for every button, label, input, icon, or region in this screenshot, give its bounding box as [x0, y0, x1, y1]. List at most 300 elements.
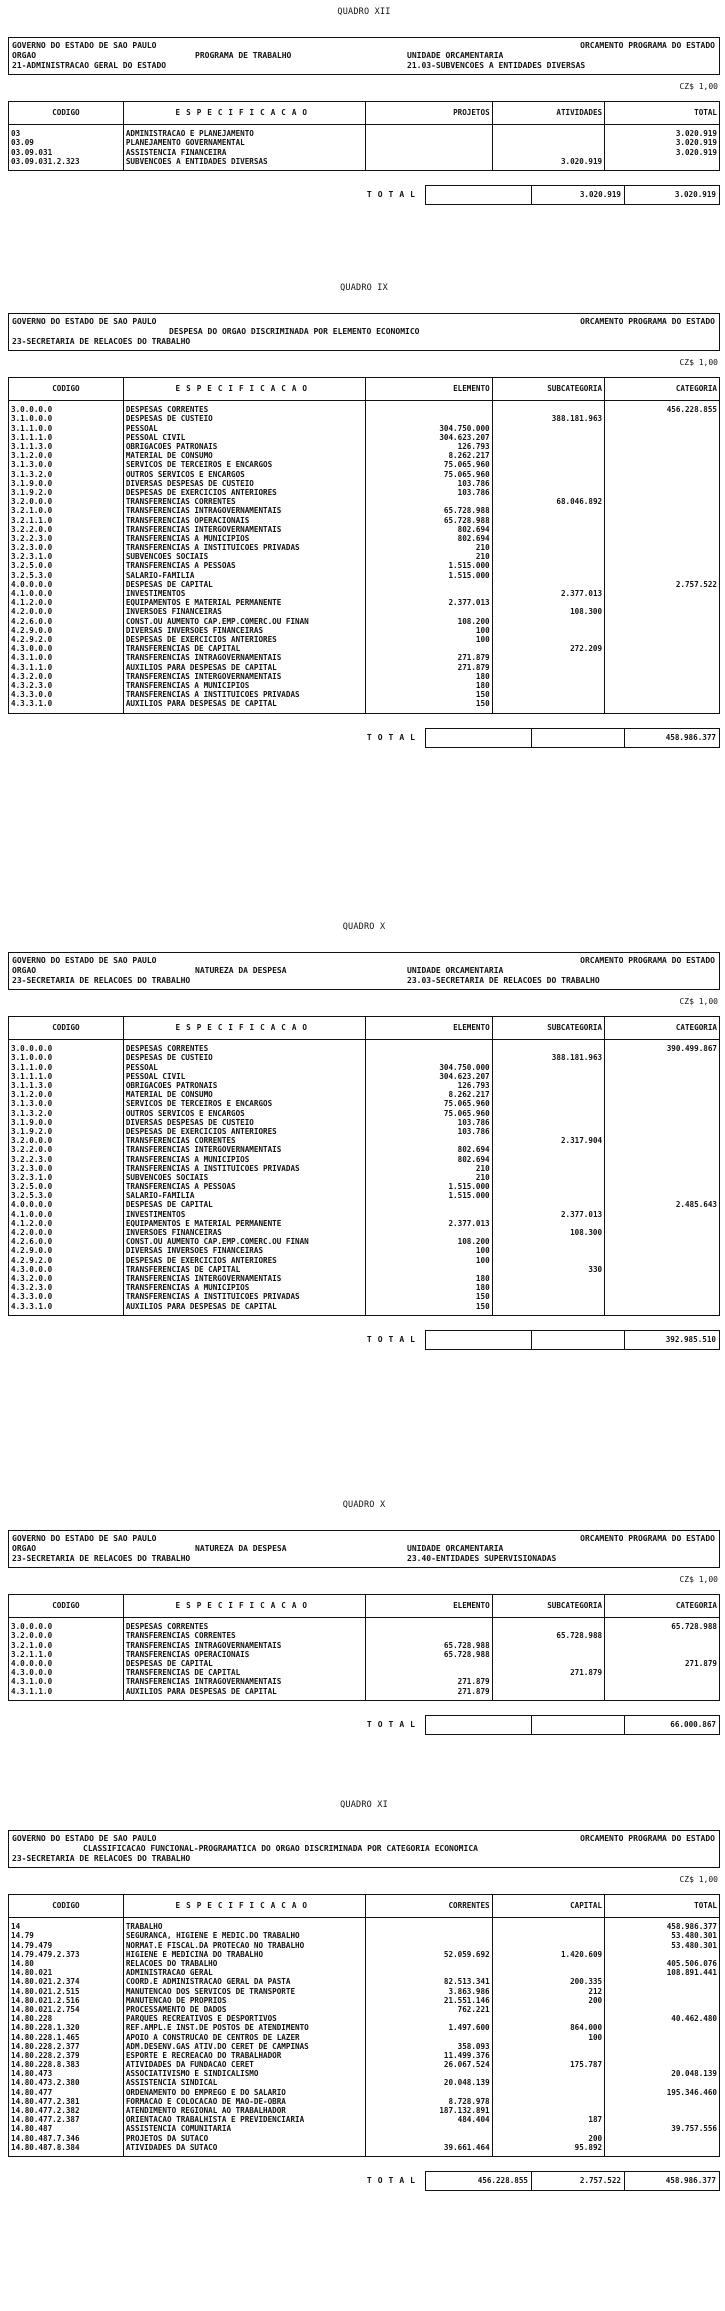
report-type: NATUREZA DA DESPESA — [195, 1543, 287, 1553]
cell-col-4 — [492, 1617, 604, 1632]
cell-col-5 — [605, 543, 720, 552]
total-row — [8, 185, 720, 205]
orgao-name: 23-SECRETARIA DE RELACOES DO TRABALHO — [12, 1553, 191, 1563]
table-row — [9, 562, 720, 571]
cell-col-codigo: 3.1.0.0.0 — [9, 1054, 124, 1063]
column-header-col-3: ELEMENTO — [365, 1594, 492, 1617]
cell-col-5 — [605, 1256, 720, 1265]
cell-col-codigo: 3.2.0.0.0 — [9, 1632, 124, 1641]
cell-col-4 — [492, 672, 604, 681]
cell-col-especificacao: DESPESAS DE EXERCICIOS ANTERIORES — [123, 488, 365, 497]
cell-col-codigo: 3.1.3.2.0 — [9, 1109, 124, 1118]
cell-col-codigo: 4.1.0.0.0 — [9, 589, 124, 598]
cell-col-5 — [605, 562, 720, 571]
cell-col-5 — [605, 1978, 720, 1987]
cell-col-3: 100 — [365, 626, 492, 635]
cell-col-4 — [492, 1247, 604, 1256]
cell-col-5 — [605, 626, 720, 635]
cell-col-especificacao: TRANSFERENCIAS INTRAGOVERNAMENTAIS — [123, 507, 365, 516]
report-header — [8, 1530, 720, 1568]
cell-col-5 — [605, 1210, 720, 1219]
cell-col-4 — [492, 1659, 604, 1668]
column-header-col-especificacao: ESPECIFICACAO — [123, 1894, 365, 1917]
cell-col-especificacao: ADMINISTRACAO GERAL — [123, 1968, 365, 1977]
cell-col-codigo: 4.3.2.0.0 — [9, 672, 124, 681]
cell-col-4 — [492, 1219, 604, 1228]
table-row — [9, 2060, 720, 2069]
cell-col-5 — [605, 1192, 720, 1201]
currency-unit: CZ$ 1,00 — [679, 1574, 718, 1584]
cell-col-4: 1.420.609 — [492, 1950, 604, 1959]
cell-col-5 — [605, 598, 720, 607]
cell-col-3: 65.728.988 — [365, 1641, 492, 1650]
table-row — [9, 580, 720, 589]
table-row — [9, 1109, 720, 1118]
cell-col-especificacao: PESSOAL CIVIL — [123, 433, 365, 442]
cell-col-codigo: 03.09.031.2.323 — [9, 157, 124, 171]
cell-col-codigo: 4.3.1.0.0 — [9, 654, 124, 663]
report-type: DESPESA DO ORGAO DISCRIMINADA POR ELEMENTO ECONOMICO — [169, 326, 420, 336]
cell-col-4 — [492, 1109, 604, 1118]
table-row — [9, 124, 720, 139]
table-row — [9, 2143, 720, 2157]
cell-col-5 — [605, 700, 720, 714]
cell-col-codigo: 14.79.479 — [9, 1941, 124, 1950]
cell-col-3: 304.623.207 — [365, 1072, 492, 1081]
cell-col-3: 2.377.013 — [365, 598, 492, 607]
cell-col-5 — [605, 1054, 720, 1063]
column-header-col-especificacao: ESPECIFICACAO — [123, 101, 365, 124]
cell-col-especificacao: TRANSFERENCIAS INTRAGOVERNAMENTAIS — [123, 1641, 365, 1650]
table-row — [9, 681, 720, 690]
cell-col-3: 762.221 — [365, 2005, 492, 2014]
cell-col-5 — [605, 1996, 720, 2005]
column-header-col-3: ELEMENTO — [365, 377, 492, 400]
cell-col-especificacao: REF.AMPL.E INST.DE POSTOS DE ATENDIMENTO — [123, 2024, 365, 2033]
cell-col-5 — [605, 525, 720, 534]
cell-col-3: 304.623.207 — [365, 433, 492, 442]
cell-col-codigo: 3.1.9.2.0 — [9, 488, 124, 497]
total-row — [8, 1330, 720, 1350]
cell-col-3 — [365, 1932, 492, 1941]
table-row — [9, 1063, 720, 1072]
cell-col-4 — [492, 488, 604, 497]
cell-col-especificacao: TRANSFERENCIAS INTERGOVERNAMENTAIS — [123, 1146, 365, 1155]
table-row — [9, 672, 720, 681]
cell-col-3: 1.497.600 — [365, 2024, 492, 2033]
cell-col-5 — [605, 1687, 720, 1701]
cell-col-5 — [605, 2060, 720, 2069]
cell-col-especificacao: CONST.OU AUMENTO CAP.EMP.COMERC.OU FINAN — [123, 1237, 365, 1246]
table-row — [9, 644, 720, 653]
cell-col-3: 271.879 — [365, 1687, 492, 1701]
cell-col-4 — [492, 1100, 604, 1109]
cell-col-especificacao: SALARIO-FAMILIA — [123, 1192, 365, 1201]
cell-col-especificacao: TRANSFERENCIAS A PESSOAS — [123, 1182, 365, 1191]
cell-col-3: 11.499.376 — [365, 2051, 492, 2060]
cell-col-especificacao: TRANSFERENCIAS INTRAGOVERNAMENTAIS — [123, 654, 365, 663]
table-header-row — [9, 1594, 720, 1617]
cell-col-3: 180 — [365, 1283, 492, 1292]
cell-col-5 — [605, 470, 720, 479]
cell-col-especificacao: SERVICOS DE TERCEIROS E ENCARGOS — [123, 1100, 365, 1109]
cell-col-codigo: 14 — [9, 1917, 124, 1932]
orgao-name: 23-SECRETARIA DE RELACOES DO TRABALHO — [12, 1853, 191, 1863]
cell-col-4 — [492, 654, 604, 663]
cell-col-codigo: 4.1.2.0.0 — [9, 1219, 124, 1228]
budget-table — [8, 1594, 720, 1702]
unidade-name: 23.40-ENTIDADES SUPERVISIONADAS — [407, 1553, 557, 1563]
cell-col-4 — [492, 562, 604, 571]
table-header-row — [9, 101, 720, 124]
cell-col-especificacao: ATIVIDADES DA SUTACO — [123, 2143, 365, 2157]
quadro-x-unidade-23-40 — [8, 1501, 720, 1735]
table-row — [9, 148, 720, 157]
cell-col-4: 68.046.892 — [492, 497, 604, 506]
cell-col-3: 8.262.217 — [365, 451, 492, 460]
currency-unit: CZ$ 1,00 — [679, 1874, 718, 1884]
unidade-name: 21.03-SUBVENCOES A ENTIDADES DIVERSAS — [407, 60, 586, 70]
cell-col-5 — [605, 635, 720, 644]
table-row — [9, 1659, 720, 1668]
table-row — [9, 2033, 720, 2042]
quadro-x-unidade-23-03 — [8, 923, 720, 1350]
cell-col-5 — [605, 663, 720, 672]
cell-col-5 — [605, 589, 720, 598]
cell-col-codigo: 4.1.0.0.0 — [9, 1210, 124, 1219]
cell-col-codigo: 4.2.9.0.0 — [9, 626, 124, 635]
table-row — [9, 700, 720, 714]
cell-col-3 — [365, 1968, 492, 1977]
table-row — [9, 1959, 720, 1968]
budget-title: ORCAMENTO PROGRAMA DO ESTADO — [580, 955, 715, 965]
cell-col-3: 82.513.341 — [365, 1978, 492, 1987]
cell-col-especificacao: PROCESSAMENTO DE DADOS — [123, 2005, 365, 2014]
cell-col-4 — [492, 1164, 604, 1173]
total-col-5: 458.986.377 — [624, 729, 719, 747]
cell-col-3: 26.067.524 — [365, 2060, 492, 2069]
cell-col-especificacao: DESPESAS DE CAPITAL — [123, 1201, 365, 1210]
cell-col-4 — [492, 1155, 604, 1164]
cell-col-4 — [492, 433, 604, 442]
cell-col-4 — [492, 543, 604, 552]
table-row — [9, 415, 720, 424]
cell-col-especificacao: HIGIENE E MEDICINA DO TRABALHO — [123, 1950, 365, 1959]
cell-col-4 — [492, 2125, 604, 2134]
cell-col-5: 53.480.301 — [605, 1932, 720, 1941]
quadro-title: QUADRO IX — [340, 283, 388, 293]
cell-col-codigo: 3.2.3.1.0 — [9, 1173, 124, 1182]
total-col-3 — [426, 1331, 531, 1349]
cell-col-3: 304.750.000 — [365, 1063, 492, 1072]
cell-col-4 — [492, 139, 604, 148]
cell-col-4: 65.728.988 — [492, 1632, 604, 1641]
table-row — [9, 1201, 720, 1210]
table-row — [9, 1687, 720, 1701]
cell-col-4: 200.335 — [492, 1978, 604, 1987]
cell-col-3: 802.694 — [365, 534, 492, 543]
total-values — [425, 1330, 720, 1350]
cell-col-4 — [492, 1293, 604, 1302]
cell-col-codigo: 4.3.1.1.0 — [9, 663, 124, 672]
table-row — [9, 1978, 720, 1987]
cell-col-especificacao: SUBVENCOES SOCIAIS — [123, 553, 365, 562]
budget-table — [8, 1894, 720, 2158]
cell-col-codigo: 3.2.2.3.0 — [9, 534, 124, 543]
cell-col-5 — [605, 1118, 720, 1127]
table-row — [9, 2024, 720, 2033]
quadro-title: QUADRO X — [342, 922, 386, 932]
total-col-4: 3.020.919 — [531, 186, 624, 204]
table-row — [9, 1090, 720, 1099]
cell-col-5 — [605, 2115, 720, 2124]
table-row — [9, 157, 720, 171]
cell-col-3: 1.515.000 — [365, 562, 492, 571]
cell-col-codigo: 14.80.021.2.515 — [9, 1987, 124, 1996]
table-row — [9, 1228, 720, 1237]
cell-col-3 — [365, 139, 492, 148]
cell-col-codigo: 3.2.5.0.0 — [9, 562, 124, 571]
cell-col-3: 126.793 — [365, 1081, 492, 1090]
orgao-label: ORGAO — [12, 965, 37, 975]
cell-col-especificacao: TRANSFERENCIAS DE CAPITAL — [123, 1668, 365, 1677]
table-row — [9, 543, 720, 552]
cell-col-codigo: 4.3.2.3.0 — [9, 681, 124, 690]
cell-col-5 — [605, 571, 720, 580]
cell-col-especificacao: ASSISTENCIA SINDICAL — [123, 2079, 365, 2088]
cell-col-codigo: 4.3.0.0.0 — [9, 1668, 124, 1677]
cell-col-4 — [492, 479, 604, 488]
cell-col-4 — [492, 516, 604, 525]
cell-col-codigo: 4.2.9.2.0 — [9, 1256, 124, 1265]
table-row — [9, 1617, 720, 1632]
cell-col-3: 21.551.146 — [365, 1996, 492, 2005]
cell-col-codigo: 4.3.3.0.0 — [9, 690, 124, 699]
cell-col-codigo: 03.09 — [9, 139, 124, 148]
cell-col-especificacao: TRANSFERENCIAS A MUNICIPIOS — [123, 1283, 365, 1292]
cell-col-3 — [365, 1265, 492, 1274]
column-header-col-especificacao: ESPECIFICACAO — [123, 1016, 365, 1039]
cell-col-5: 405.506.076 — [605, 1959, 720, 1968]
cell-col-codigo: 3.1.1.3.0 — [9, 442, 124, 451]
table-row — [9, 571, 720, 580]
cell-col-especificacao: TRANSFERENCIAS DE CAPITAL — [123, 1265, 365, 1274]
cell-col-3: 2.377.013 — [365, 1219, 492, 1228]
cell-col-especificacao: MATERIAL DE CONSUMO — [123, 1090, 365, 1099]
total-values — [425, 185, 720, 205]
cell-col-3: 103.786 — [365, 479, 492, 488]
cell-col-codigo: 3.2.5.0.0 — [9, 1182, 124, 1191]
cell-col-4 — [492, 124, 604, 139]
table-row — [9, 553, 720, 562]
cell-col-codigo: 14.80.228.8.383 — [9, 2060, 124, 2069]
cell-col-codigo: 3.1.3.0.0 — [9, 461, 124, 470]
cell-col-5: 39.757.556 — [605, 2125, 720, 2134]
cell-col-3 — [365, 1917, 492, 1932]
cell-col-especificacao: ORIENTACAO TRABALHISTA E PREVIDENCIARIA — [123, 2115, 365, 2124]
cell-col-especificacao: MANUTENCAO DE PROPRIOS — [123, 1996, 365, 2005]
cell-col-5 — [605, 654, 720, 663]
cell-col-3: 1.515.000 — [365, 1192, 492, 1201]
table-row — [9, 507, 720, 516]
cell-col-especificacao: DESPESAS DE CAPITAL — [123, 1659, 365, 1668]
cell-col-especificacao: NORMAT.E FISCAL.DA PROTECAO NO TRABALHO — [123, 1941, 365, 1950]
cell-col-4 — [492, 507, 604, 516]
cell-col-5 — [605, 2106, 720, 2115]
cell-col-4 — [492, 2097, 604, 2106]
cell-col-codigo: 3.2.2.0.0 — [9, 525, 124, 534]
cell-col-codigo: 14.80.021 — [9, 1968, 124, 1977]
column-header-col-5: TOTAL — [605, 1894, 720, 1917]
cell-col-codigo: 3.2.1.0.0 — [9, 1641, 124, 1650]
total-row — [8, 1715, 720, 1735]
cell-col-4 — [492, 580, 604, 589]
cell-col-especificacao: TRANSFERENCIAS A INSTITUICOES PRIVADAS — [123, 543, 365, 552]
cell-col-codigo: 3.1.9.0.0 — [9, 479, 124, 488]
budget-title: ORCAMENTO PROGRAMA DO ESTADO — [580, 1833, 715, 1843]
column-header-col-codigo: CODIGO — [9, 377, 124, 400]
cell-col-codigo: 3.1.3.0.0 — [9, 1100, 124, 1109]
table-row — [9, 1941, 720, 1950]
column-header-col-4: CAPITAL — [492, 1894, 604, 1917]
cell-col-4: 388.181.963 — [492, 1054, 604, 1063]
table-row — [9, 690, 720, 699]
government-name: GOVERNO DO ESTADO DE SAO PAULO — [12, 316, 157, 326]
cell-col-codigo: 3.2.2.0.0 — [9, 1146, 124, 1155]
cell-col-3: 8.262.217 — [365, 1090, 492, 1099]
cell-col-codigo: 3.2.1.0.0 — [9, 507, 124, 516]
cell-col-4 — [492, 1118, 604, 1127]
cell-col-especificacao: DIVERSAS DESPESAS DE CUSTEIO — [123, 479, 365, 488]
cell-col-4 — [492, 663, 604, 672]
cell-col-5: 456.228.855 — [605, 400, 720, 415]
cell-col-5 — [605, 442, 720, 451]
cell-col-3: 180 — [365, 1274, 492, 1283]
cell-col-4: 388.181.963 — [492, 415, 604, 424]
cell-col-3: 100 — [365, 635, 492, 644]
cell-col-5: 108.891.441 — [605, 1968, 720, 1977]
cell-col-4 — [492, 681, 604, 690]
cell-col-5 — [605, 553, 720, 562]
table-header-row — [9, 377, 720, 400]
cell-col-codigo: 3.1.1.3.0 — [9, 1081, 124, 1090]
cell-col-codigo: 14.79.479.2.373 — [9, 1950, 124, 1959]
budget-table — [8, 377, 720, 714]
cell-col-codigo: 4.3.3.1.0 — [9, 700, 124, 714]
table-row — [9, 1146, 720, 1155]
table-header-row — [9, 1016, 720, 1039]
cell-col-codigo: 3.2.5.3.0 — [9, 1192, 124, 1201]
quadro-title: QUADRO XII — [337, 7, 391, 17]
cell-col-especificacao: AUXILIOS PARA DESPESAS DE CAPITAL — [123, 700, 365, 714]
cell-col-codigo: 14.80.228.1.320 — [9, 2024, 124, 2033]
table-row — [9, 424, 720, 433]
cell-col-5 — [605, 534, 720, 543]
cell-col-5 — [605, 681, 720, 690]
cell-col-4 — [492, 1192, 604, 1201]
cell-col-codigo: 4.2.9.2.0 — [9, 635, 124, 644]
cell-col-3: 210 — [365, 553, 492, 562]
total-col-4 — [531, 1331, 624, 1349]
cell-col-3: 75.065.960 — [365, 470, 492, 479]
cell-col-especificacao: DIVERSAS DESPESAS DE CUSTEIO — [123, 1118, 365, 1127]
cell-col-5 — [605, 1274, 720, 1283]
cell-col-4: 108.300 — [492, 1228, 604, 1237]
table-row — [9, 635, 720, 644]
cell-col-5 — [605, 1109, 720, 1118]
cell-col-3: 52.059.692 — [365, 1950, 492, 1959]
cell-col-5 — [605, 1127, 720, 1136]
cell-col-especificacao: SEGURANCA, HIGIENE E MEDIC.DO TRABALHO — [123, 1932, 365, 1941]
cell-col-codigo: 03 — [9, 124, 124, 139]
cell-col-4 — [492, 1173, 604, 1182]
total-col-5: 392.985.510 — [624, 1331, 719, 1349]
cell-col-codigo: 3.1.9.0.0 — [9, 1118, 124, 1127]
cell-col-codigo: 14.80.228.1.465 — [9, 2033, 124, 2042]
cell-col-4 — [492, 1641, 604, 1650]
table-row — [9, 2079, 720, 2088]
table-row — [9, 433, 720, 442]
cell-col-codigo: 4.2.9.0.0 — [9, 1247, 124, 1256]
cell-col-codigo: 14.80.228.2.379 — [9, 2051, 124, 2060]
column-header-col-3: CORRENTES — [365, 1894, 492, 1917]
government-name: GOVERNO DO ESTADO DE SAO PAULO — [12, 955, 157, 965]
cell-col-3: 108.200 — [365, 617, 492, 626]
table-row — [9, 525, 720, 534]
table-row — [9, 654, 720, 663]
cell-col-3 — [365, 1228, 492, 1237]
cell-col-3: 103.786 — [365, 1118, 492, 1127]
table-row — [9, 2125, 720, 2134]
table-row — [9, 2097, 720, 2106]
cell-col-especificacao: DESPESAS DE CAPITAL — [123, 580, 365, 589]
cell-col-3 — [365, 1632, 492, 1641]
cell-col-5 — [605, 507, 720, 516]
cell-col-5 — [605, 461, 720, 470]
column-header-col-4: SUBCATEGORIA — [492, 377, 604, 400]
cell-col-5 — [605, 1237, 720, 1246]
total-row — [8, 2171, 720, 2191]
cell-col-3: 39.661.464 — [365, 2143, 492, 2157]
table-row — [9, 2088, 720, 2097]
total-values — [425, 1715, 720, 1735]
cell-col-4: 272.209 — [492, 644, 604, 653]
table-row — [9, 1274, 720, 1283]
column-header-col-3: ELEMENTO — [365, 1016, 492, 1039]
table-row — [9, 1118, 720, 1127]
total-col-3 — [426, 186, 531, 204]
cell-col-5 — [605, 617, 720, 626]
table-row — [9, 2115, 720, 2124]
table-row — [9, 1996, 720, 2005]
report-header — [8, 1830, 720, 1868]
cell-col-5 — [605, 488, 720, 497]
cell-col-codigo: 14.79 — [9, 1932, 124, 1941]
cell-col-3: 75.065.960 — [365, 1109, 492, 1118]
cell-col-3 — [365, 589, 492, 598]
table-row — [9, 1136, 720, 1145]
cell-col-5 — [605, 1173, 720, 1182]
cell-col-5 — [605, 644, 720, 653]
cell-col-5 — [605, 1136, 720, 1145]
cell-col-codigo: 3.0.0.0.0 — [9, 400, 124, 415]
cell-col-4 — [492, 534, 604, 543]
table-header-row — [9, 1894, 720, 1917]
total-label: TOTAL — [366, 2176, 421, 2186]
table-row — [9, 1247, 720, 1256]
cell-col-3 — [365, 2134, 492, 2143]
cell-col-3: 65.728.988 — [365, 516, 492, 525]
